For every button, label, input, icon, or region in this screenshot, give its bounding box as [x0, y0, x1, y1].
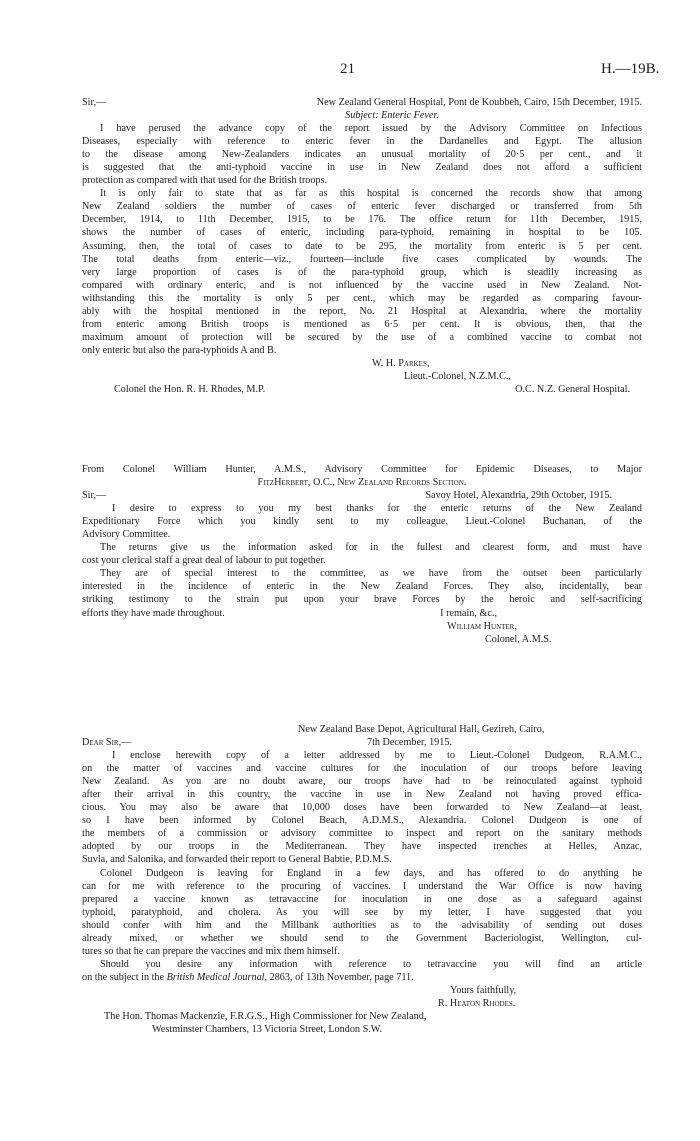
body-line: ably with the hospital mentioned in the report, No. 21 Hospital at Alexandria, where the mortality	[82, 305, 642, 317]
signature-name: R. Heaton Rhodes.	[438, 997, 516, 1009]
letter-heading	[82, 96, 642, 109]
body-line: already mixed, or whether we should send to the Government Bacteriologist, Wellington, cul-	[82, 932, 642, 944]
body-line: Diseases, especially with reference to enteric fever in the Dardanelles and Egypt. The allusion	[82, 136, 642, 148]
body-line: after their arrival in this country, the vaccine in use in New Zealand not having proved effica-	[82, 789, 642, 801]
body-line: compared with ordinary enteric, and is not influenced by the vaccine used in New Zealand. Not-	[82, 279, 642, 291]
body-line: cost your clerical staff a great deal of labour to put together.	[82, 555, 326, 567]
body-line-journal	[82, 971, 642, 984]
salutation: Sir,—	[82, 490, 107, 502]
body-line: It is only fair to state that as far as this hospital is concerned the records show that among	[100, 188, 642, 200]
addressee-line: Westminster Chambers, 13 Victoria Street, London S.W.	[152, 1024, 383, 1036]
body-line: They are of special interest to the committee, as we have from the outset been particularly	[100, 568, 642, 580]
body-line: shows the number of cases of enteric, including para-typhoid, remaining in hospital to be 105.	[82, 227, 642, 239]
body-line: prepared a vaccine known as tetravaccine for inoculation in one dose as a safeguard against	[82, 893, 642, 905]
body-line: Colonel Dudgeon is leaving for England in a few days, and has offered to do anything he	[100, 867, 642, 879]
body-line: Expeditionary Force which you kindly sent to my colleague, Lieut.-Colonel Buchanan, of the	[82, 516, 642, 528]
signature-role: O.C. N.Z. General Hospital.	[515, 384, 630, 396]
body-line: Advisory Committee.	[82, 529, 171, 541]
body-line: typhoid, paratyphoid, and cholera. As you will see by my letter, I have suggested that you	[82, 906, 642, 918]
letter-heading	[82, 736, 642, 749]
body-line: I have perused the advance copy of the report issued by the Advisory Committee on Infectious	[100, 123, 642, 135]
signature-rank: Colonel, A.M.S.	[485, 633, 552, 645]
from-line: From Colonel William Hunter, A.M.S., Advisory Committee for Epidemic Diseases, to Major	[82, 464, 642, 475]
sender-address: New Zealand General Hospital, Pont de Koubbeh, Cairo, 15th December, 1915.	[316, 97, 642, 108]
letter-body	[82, 749, 642, 984]
body-line: Should you desire any information with reference to tetravaccine you will find an article	[100, 958, 642, 970]
addressee-row	[82, 383, 642, 396]
body-line: to the disease among New-Zealanders indicates an unusual mortality of 20·5 per cent., and it	[82, 149, 642, 161]
body-line: very large proportion of cases is of the para-typhoid group, which is steadily increasing as	[82, 266, 642, 278]
body-line: withstanding this the mortality is only 5 per cent., which may be regarded as comparing favour-	[82, 292, 642, 304]
letter-rhodes	[82, 723, 642, 1036]
sender-date: 7th December, 1915.	[366, 737, 452, 749]
body-line: I desire to express to you my best thanks for the enteric returns of the New Zealand	[112, 503, 642, 515]
subject-line	[142, 109, 642, 122]
sender-address: New Zealand Base Depot, Agricultural Hall, Gezireh, Cairo,	[298, 724, 545, 735]
body-line: the members of a commission or advisory committee to inspect and report on the sanitary methods	[82, 828, 642, 840]
document-reference: H.—19B.	[601, 61, 660, 77]
letter-parkes	[82, 96, 642, 396]
body-line: interested in the incidence of enteric in the New Zealand Forces. They also, incidentally, bear	[82, 581, 642, 593]
body-line: is suggested that the anti-typhoid vaccine in use in New Zealand does not afford a sufficient	[82, 162, 642, 174]
body-line: so I have been informed by Colonel Beach, A.D.M.S., Alexandria. Colonel Dudgeon is one of	[82, 815, 642, 827]
journal-suffix: , 2863, of 13th November, page 711.	[264, 971, 414, 983]
body-line: I enclose herewith copy of a letter addressed by me to Lieut.-Colonel Dudgeon, R.A.M.C.,	[112, 750, 642, 762]
signature-name: William Hunter,	[447, 620, 517, 632]
closing: I remain, &c.,	[440, 607, 497, 619]
body-line: Assuming, then, the total of cases to date to be 295, the mortality from enteric is 5 per cent.	[82, 240, 642, 252]
addressee-block	[82, 1010, 642, 1036]
sender-address: Savoy Hotel, Alexandria, 29th October, 1915.	[425, 490, 612, 502]
signature-block	[82, 984, 642, 1010]
closing-row	[82, 607, 642, 620]
body-line: The total deaths from enteric—viz., fourteen—include five cases complicated by wounds. The	[82, 253, 642, 265]
body-line: efforts they have made throughout.	[82, 607, 225, 619]
body-line: adopted by our troops in the Mediterranean. They have inspected trenches at Helles, Anzac,	[82, 841, 642, 853]
letter-heading	[82, 489, 642, 502]
signature-block	[82, 620, 642, 646]
body-line: Suvla, and Salonika, and forwarded their report to General Babtie, P.D.M.S.	[82, 854, 392, 866]
page-number: 21	[340, 61, 355, 77]
letter-hunter	[82, 463, 642, 646]
body-line: from enteric among British troops is mentioned as 6·5 per cent. It is obvious, then, that the	[82, 318, 642, 330]
salutation: Sir,—	[82, 97, 107, 108]
body-line: The returns give us the information asked for in the fullest and clearest form, and must have	[100, 542, 642, 554]
body-line: New Zealand. As you are no doubt aware, our troops have had to be reinoculated against typhoid	[82, 776, 642, 788]
from-line: FitzHerbert, O.C., New Zealand Records Section.	[257, 477, 467, 489]
journal-title: British Medical Journal	[166, 971, 265, 983]
journal-prefix: on the subject in the	[82, 971, 167, 983]
addressee: Colonel the Hon. R. H. Rhodes, M.P.	[114, 384, 266, 396]
body-line: should confer with him and the Millbank authorities as to the advisability of sending out doses	[82, 919, 642, 931]
body-line: tures so that he can prepare the vaccines and mix them himself.	[82, 945, 340, 957]
body-line: on the matter of vaccines and vaccine cultures for the inoculation of our troops before leaving	[82, 763, 642, 775]
subject-label: Subject:	[345, 110, 379, 122]
salutation: Dear Sir,—	[82, 737, 132, 749]
letter-body	[82, 502, 642, 619]
body-line: can for me with reference to the procuring of vaccines. I understand the War Office is now having	[82, 880, 642, 892]
body-line: cious. You may also be aware that 10,000 doses have been forwarded to New Zealand—at least,	[82, 802, 642, 814]
body-line: protection as compared with that used for the British troops.	[82, 175, 328, 187]
signature-block	[82, 357, 642, 383]
signature-name: W. H. Parkes,	[372, 357, 430, 369]
body-line: only enteric but also the para-typhoids A and B.	[82, 344, 277, 356]
body-line: December, 1914, to 11th December, 1915, to be 176. The office return for 11th December, 1915,	[82, 214, 642, 226]
body-line: New Zealand soldiers the number of cases of enteric fever discharged or transferred from 5th	[82, 201, 642, 213]
body-line: maximum amount of protection will be secured by the use of a combined vaccine to combat not	[82, 331, 642, 343]
signature-rank: Lieut.-Colonel, N.Z.M.C.,	[404, 370, 511, 382]
addressee-line: The Hon. Thomas Mackenzie, F.R.G.S., High Commissioner for New Zealand,	[104, 1011, 427, 1023]
letter-body	[82, 122, 642, 357]
closing: Yours faithfully,	[450, 984, 517, 996]
body-line: striking testimony to the strain put upon your brave Forces by the heroic and self-sacrificing	[82, 594, 642, 606]
subject-text: Enteric Fever.	[381, 110, 439, 122]
